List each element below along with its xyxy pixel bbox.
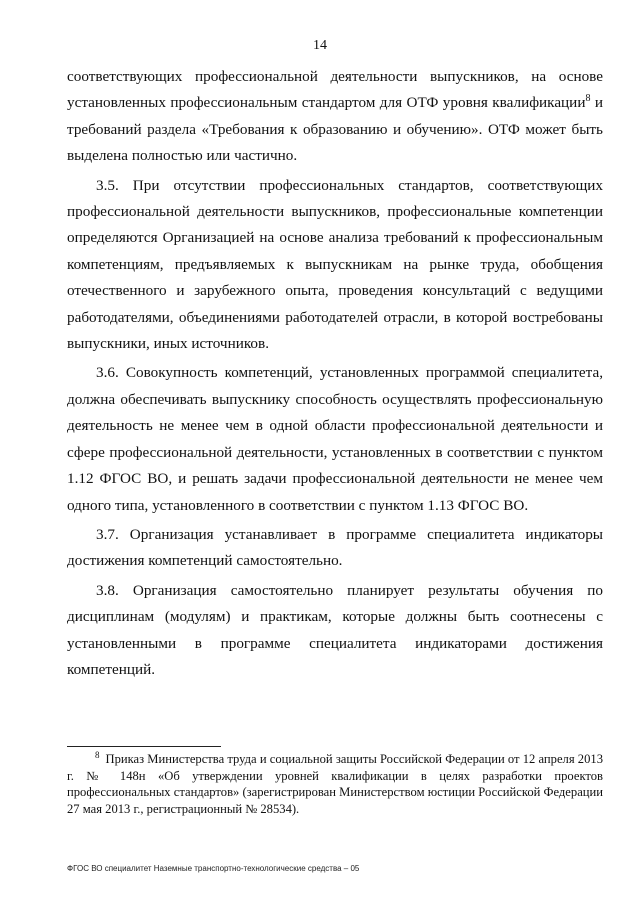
footnote-text: Приказ Министерства труда и социальной защиты Российской Федерации от 12 апреля 2013 г. № 148н «Об утверждении уровней квалификации в целях разработки проектов профессиональных стандартов» (зарегистрирован Министерством юстиции Российской Федерации 27 мая 2013 г., регистрационный № 28534). [67,752,603,816]
paragraph-3-5: 3.5. При отсутствии профессиональных стандартов, соответствующих профессиональной деятельности выпускников, профессиональные компетенции определяются Организацией на основе анализа требований к профессиональным компетенциям, предъявляемых к выпускникам на рынке труда, обобщения отечественного и зарубежного опыта, проведения консультаций с ведущими работодателями, объединениями работодателей отрасли, в которой востребованы выпускники, иных источников. [67,176,603,353]
paragraph-1-text-a: соответствующих профессиональной деятельности выпускников, на основе установленных профессиональным стандартом для ОТФ уровня квалификации [67,68,603,112]
footnote [67,751,603,817]
paragraph-1-text-b: и требований раздела «Требования к образованию и обучению». ОТФ может быть выделена полностью или частично. [67,94,603,165]
paragraph-3-8: 3.8. Организация самостоятельно планирует результаты обучения по дисциплинам (модулям) и практикам, которые должны быть соотнесены с установленными в программе специалитета индикаторами достижения компетенций. [67,581,603,678]
page-number: 14 [313,38,327,53]
footnote-divider [67,746,221,747]
paragraph-3-7: 3.7. Организация устанавливает в программе специалитета индикаторы достижения компетенций самостоятельно. [67,525,603,570]
paragraph-continuation [67,64,603,170]
paragraph-3-6: 3.6. Совокупность компетенций, установленных программой специалитета, должна обеспечивать выпускнику способность осуществлять профессиональную деятельность не менее чем в одной области профессиональной деятельности и сфере профессиональной деятельности, установленных в соответствии с пунктом 1.12 ФГОС ВО, и решать задачи профессиональной деятельности не менее чем одного типа, установленного в соответствии с пунктом 1.13 ФГОС ВО. [67,364,603,514]
page-footer: ФГОС ВО специалитет Наземные транспортно-технологические средства – 05 [67,864,360,873]
body-text [67,64,603,683]
footnote-reference: 8 [585,93,591,105]
footnote-mark: 8 [95,749,100,760]
